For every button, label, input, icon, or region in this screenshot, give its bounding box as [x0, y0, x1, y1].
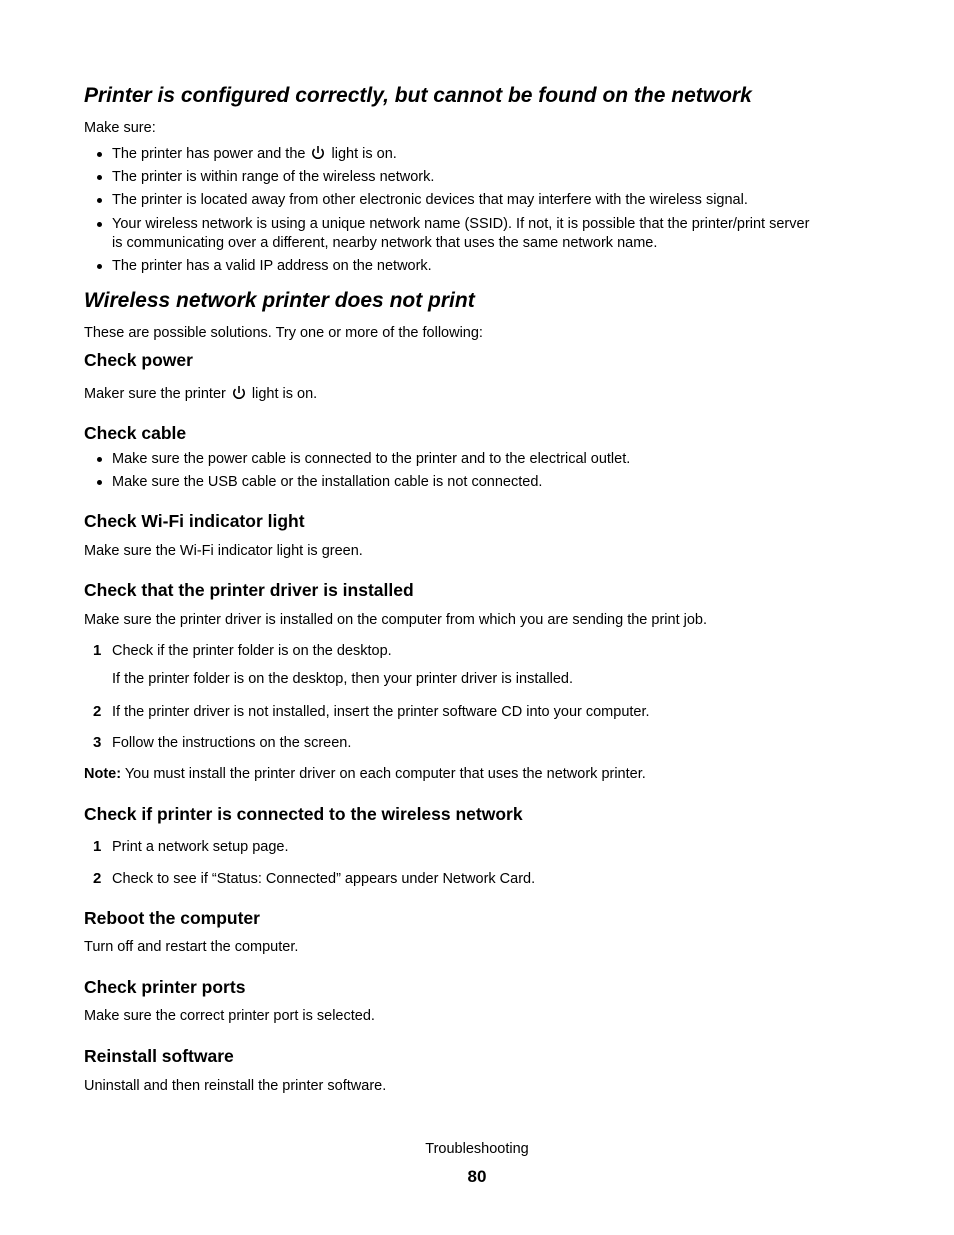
check-power-text-pre: Maker sure the printer: [84, 386, 226, 402]
step-note: If the printer folder is on the desktop, then your printer driver is installed.: [112, 671, 574, 687]
step-number: 1: [93, 838, 102, 855]
heading-reinstall: Reinstall software: [84, 1046, 234, 1066]
bullet-text: The printer is within range of the wireless network.: [112, 169, 435, 185]
power-icon: [232, 385, 246, 401]
list-item: [97, 191, 748, 210]
step-number: 2: [93, 703, 102, 720]
reinstall-text: Uninstall and then reinstall the printer software.: [84, 1078, 387, 1094]
heading-check-cable: Check cable: [84, 423, 187, 443]
numbered-step: [93, 703, 650, 720]
note: [84, 766, 646, 782]
step-number: 2: [93, 870, 102, 887]
footer-section-label: Troubleshooting: [425, 1141, 529, 1157]
step-number: 1: [93, 642, 102, 659]
bullet-text: light is on.: [331, 146, 397, 162]
check-wifi-text: Make sure the Wi-Fi indicator light is green.: [84, 543, 363, 559]
reboot-text: Turn off and restart the computer.: [84, 939, 299, 955]
step-text: If the printer driver is not installed, insert the printer software CD into your computer.: [112, 704, 650, 720]
numbered-step: [93, 870, 535, 887]
bullet-text: The printer has power and the: [112, 146, 306, 162]
bullet-text: The printer has a valid IP address on the network.: [112, 258, 432, 274]
power-icon: [311, 145, 325, 161]
check-power-text: [84, 385, 317, 402]
step-number: 3: [93, 734, 102, 751]
heading-check-connected: Check if printer is connected to the wireless network: [84, 804, 523, 824]
list-item: [97, 257, 432, 276]
heading-ports: Check printer ports: [84, 977, 246, 997]
bullet-text: Make sure the USB cable or the installation cable is not connected.: [112, 474, 543, 490]
check-power-text-post: light is on.: [251, 386, 318, 402]
intro-solutions: These are possible solutions. Try one or more of the following:: [84, 325, 483, 341]
list-item: [97, 145, 397, 164]
bullet-text-line1: Your wireless network is using a unique network name (SSID). If not, it is possible that the printer/print server: [112, 216, 810, 232]
bullet-text: Make sure the power cable is connected to the printer and to the electrical outlet.: [112, 451, 631, 467]
section-title-not-found: Printer is configured correctly, but cannot be found on the network: [84, 84, 752, 107]
section-title-does-not-print: Wireless network printer does not print: [84, 289, 475, 312]
note-label: Note:: [84, 766, 122, 782]
intro-make-sure: Make sure:: [84, 120, 156, 136]
heading-check-power: Check power: [84, 350, 193, 370]
step-text: Follow the instructions on the screen.: [112, 735, 352, 751]
step-text: Print a network setup page.: [112, 839, 289, 855]
page-number: 80: [467, 1167, 487, 1186]
check-driver-intro: Make sure the printer driver is installed on the computer from which you are sending the print job.: [84, 612, 708, 628]
list-item: [97, 215, 809, 253]
note-text: You must install the printer driver on each computer that uses the network printer.: [124, 766, 646, 782]
step-text: Check to see if “Status: Connected” appears under Network Card.: [112, 871, 536, 887]
ports-text: Make sure the correct printer port is selected.: [84, 1008, 375, 1024]
list-item: [97, 473, 542, 492]
heading-check-wifi: Check Wi-Fi indicator light: [84, 511, 305, 531]
numbered-step: [93, 838, 289, 855]
numbered-step: [93, 734, 351, 751]
bullet-text: The printer is located away from other electronic devices that may interfere with the wireless signal.: [112, 192, 748, 208]
numbered-step: [93, 642, 392, 659]
list-item: [97, 450, 630, 469]
heading-reboot: Reboot the computer: [84, 908, 260, 928]
list-item: [97, 168, 434, 187]
bullet-text-line2: is communicating over a different, nearby network that uses the same network name.: [112, 235, 658, 251]
heading-check-driver: Check that the printer driver is installed: [84, 580, 414, 600]
step-text: Check if the printer folder is on the desktop.: [112, 643, 392, 659]
